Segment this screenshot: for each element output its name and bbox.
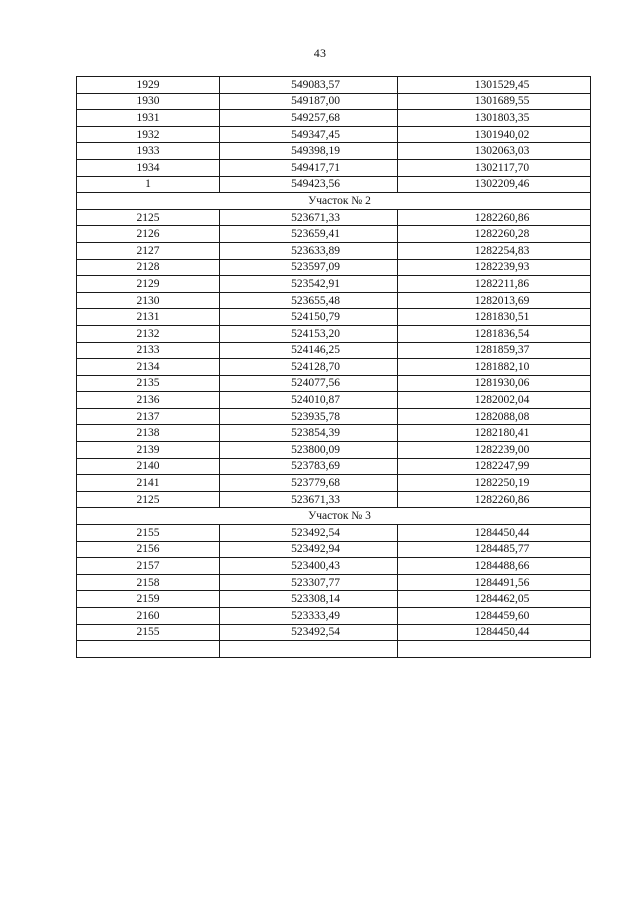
- table-row: [77, 408, 591, 425]
- empty-row: [77, 641, 591, 658]
- y-coordinate-cell: 1284485,77: [398, 541, 591, 558]
- point-number-cell: 2139: [77, 442, 220, 459]
- table-row: [77, 392, 591, 409]
- x-coordinate-cell: 549423,56: [220, 176, 398, 193]
- table-row: [77, 276, 591, 293]
- point-number-cell: 2131: [77, 309, 220, 326]
- x-coordinate-cell: 549398,19: [220, 143, 398, 160]
- x-coordinate-cell: 524150,79: [220, 309, 398, 326]
- table-row: [77, 475, 591, 492]
- table-row: [77, 624, 591, 641]
- table-row: [77, 375, 591, 392]
- y-coordinate-cell: 1284459,60: [398, 608, 591, 625]
- table-row: [77, 126, 591, 143]
- table-row: [77, 77, 591, 94]
- table-row: [77, 292, 591, 309]
- point-number-cell: 1929: [77, 77, 220, 94]
- point-number-cell: 1932: [77, 126, 220, 143]
- point-number-cell: 2136: [77, 392, 220, 409]
- point-number-cell: 1930: [77, 93, 220, 110]
- point-number-cell: 2125: [77, 491, 220, 508]
- table-row: [77, 209, 591, 226]
- point-number-cell: 1934: [77, 159, 220, 176]
- x-coordinate-cell: 524146,25: [220, 342, 398, 359]
- table-row: [77, 591, 591, 608]
- y-coordinate-cell: 1282247,99: [398, 458, 591, 475]
- y-coordinate-cell: 1282260,86: [398, 209, 591, 226]
- y-coordinate-cell: 1284450,44: [398, 525, 591, 542]
- table-row: [77, 143, 591, 160]
- y-coordinate-cell: 1282180,41: [398, 425, 591, 442]
- x-coordinate-cell: 524128,70: [220, 359, 398, 376]
- section-title: Участок № 3: [77, 508, 591, 525]
- y-coordinate-cell: 1284450,44: [398, 624, 591, 641]
- x-coordinate-cell: 523308,14: [220, 591, 398, 608]
- y-coordinate-cell: 1282013,69: [398, 292, 591, 309]
- x-coordinate-cell: 523400,43: [220, 558, 398, 575]
- table-row: [77, 342, 591, 359]
- point-number-cell: 2126: [77, 226, 220, 243]
- table-row: [77, 176, 591, 193]
- y-coordinate-cell: 1301689,55: [398, 93, 591, 110]
- y-coordinate-cell: 1282002,04: [398, 392, 591, 409]
- point-number-cell: 2159: [77, 591, 220, 608]
- table-row: [77, 442, 591, 459]
- point-number-cell: 2155: [77, 624, 220, 641]
- y-coordinate-cell: 1301529,45: [398, 77, 591, 94]
- section-header-row: [77, 508, 591, 525]
- y-coordinate-cell: 1284488,66: [398, 558, 591, 575]
- table-row: [77, 110, 591, 127]
- x-coordinate-cell: 524153,20: [220, 325, 398, 342]
- y-coordinate-cell: 1282260,86: [398, 491, 591, 508]
- point-number-cell: 2129: [77, 276, 220, 293]
- y-coordinate-cell: 1282260,28: [398, 226, 591, 243]
- table-row: [77, 309, 591, 326]
- y-coordinate-cell: 1302063,03: [398, 143, 591, 160]
- x-coordinate-cell: 524010,87: [220, 392, 398, 409]
- point-number-cell: 2127: [77, 242, 220, 259]
- x-coordinate-cell: 524077,56: [220, 375, 398, 392]
- point-number-cell: 2156: [77, 541, 220, 558]
- point-number-cell: 2133: [77, 342, 220, 359]
- point-number-cell: 2141: [77, 475, 220, 492]
- x-coordinate-cell: 523659,41: [220, 226, 398, 243]
- table-row: [77, 159, 591, 176]
- table-row: [77, 541, 591, 558]
- y-coordinate-cell: 1282254,83: [398, 242, 591, 259]
- table-row: [77, 558, 591, 575]
- x-coordinate-cell: 523492,54: [220, 624, 398, 641]
- table-row: [77, 458, 591, 475]
- y-coordinate-cell: 1282239,00: [398, 442, 591, 459]
- x-coordinate-cell: 549083,57: [220, 77, 398, 94]
- point-number-cell: 2130: [77, 292, 220, 309]
- point-number-cell: 1933: [77, 143, 220, 160]
- coordinates-table: [76, 76, 591, 658]
- point-number-cell: 2137: [77, 408, 220, 425]
- table-row: [77, 226, 591, 243]
- x-coordinate-cell: 523492,54: [220, 525, 398, 542]
- table-row: [77, 359, 591, 376]
- section-header-row: [77, 193, 591, 210]
- point-number-cell: 2138: [77, 425, 220, 442]
- x-coordinate-cell: 523671,33: [220, 491, 398, 508]
- x-coordinate-cell: 549257,68: [220, 110, 398, 127]
- x-coordinate-cell: 523492,94: [220, 541, 398, 558]
- table-row: [77, 608, 591, 625]
- empty-cell: [77, 641, 220, 658]
- y-coordinate-cell: 1301803,35: [398, 110, 591, 127]
- table-row: [77, 491, 591, 508]
- x-coordinate-cell: 523783,69: [220, 458, 398, 475]
- x-coordinate-cell: 523854,39: [220, 425, 398, 442]
- section-title: Участок № 2: [77, 193, 591, 210]
- x-coordinate-cell: 523655,48: [220, 292, 398, 309]
- y-coordinate-cell: 1281930,06: [398, 375, 591, 392]
- x-coordinate-cell: 523307,77: [220, 574, 398, 591]
- x-coordinate-cell: 549187,00: [220, 93, 398, 110]
- x-coordinate-cell: 523800,09: [220, 442, 398, 459]
- x-coordinate-cell: 523633,89: [220, 242, 398, 259]
- table-row: [77, 525, 591, 542]
- x-coordinate-cell: 523671,33: [220, 209, 398, 226]
- y-coordinate-cell: 1302117,70: [398, 159, 591, 176]
- x-coordinate-cell: 523333,49: [220, 608, 398, 625]
- coordinates-table-body: [77, 77, 591, 658]
- point-number-cell: 2128: [77, 259, 220, 276]
- table-row: [77, 93, 591, 110]
- y-coordinate-cell: 1281859,37: [398, 342, 591, 359]
- point-number-cell: 2157: [77, 558, 220, 575]
- y-coordinate-cell: 1302209,46: [398, 176, 591, 193]
- y-coordinate-cell: 1284491,56: [398, 574, 591, 591]
- table-row: [77, 242, 591, 259]
- x-coordinate-cell: 523597,09: [220, 259, 398, 276]
- y-coordinate-cell: 1281836,54: [398, 325, 591, 342]
- x-coordinate-cell: 549347,45: [220, 126, 398, 143]
- point-number-cell: 2135: [77, 375, 220, 392]
- table-row: [77, 259, 591, 276]
- point-number-cell: 2160: [77, 608, 220, 625]
- page-number: 43: [313, 46, 327, 60]
- x-coordinate-cell: 523935,78: [220, 408, 398, 425]
- y-coordinate-cell: 1281882,10: [398, 359, 591, 376]
- y-coordinate-cell: 1282088,08: [398, 408, 591, 425]
- y-coordinate-cell: 1282250,19: [398, 475, 591, 492]
- x-coordinate-cell: 549417,71: [220, 159, 398, 176]
- y-coordinate-cell: 1282211,86: [398, 276, 591, 293]
- y-coordinate-cell: 1282239,93: [398, 259, 591, 276]
- point-number-cell: 2155: [77, 525, 220, 542]
- empty-cell: [220, 641, 398, 658]
- y-coordinate-cell: 1284462,05: [398, 591, 591, 608]
- point-number-cell: 1931: [77, 110, 220, 127]
- point-number-cell: 2134: [77, 359, 220, 376]
- point-number-cell: 1: [77, 176, 220, 193]
- empty-cell: [398, 641, 591, 658]
- y-coordinate-cell: 1301940,02: [398, 126, 591, 143]
- x-coordinate-cell: 523779,68: [220, 475, 398, 492]
- table-row: [77, 574, 591, 591]
- y-coordinate-cell: 1281830,51: [398, 309, 591, 326]
- point-number-cell: 2132: [77, 325, 220, 342]
- point-number-cell: 2158: [77, 574, 220, 591]
- x-coordinate-cell: 523542,91: [220, 276, 398, 293]
- point-number-cell: 2125: [77, 209, 220, 226]
- table-row: [77, 325, 591, 342]
- table-row: [77, 425, 591, 442]
- point-number-cell: 2140: [77, 458, 220, 475]
